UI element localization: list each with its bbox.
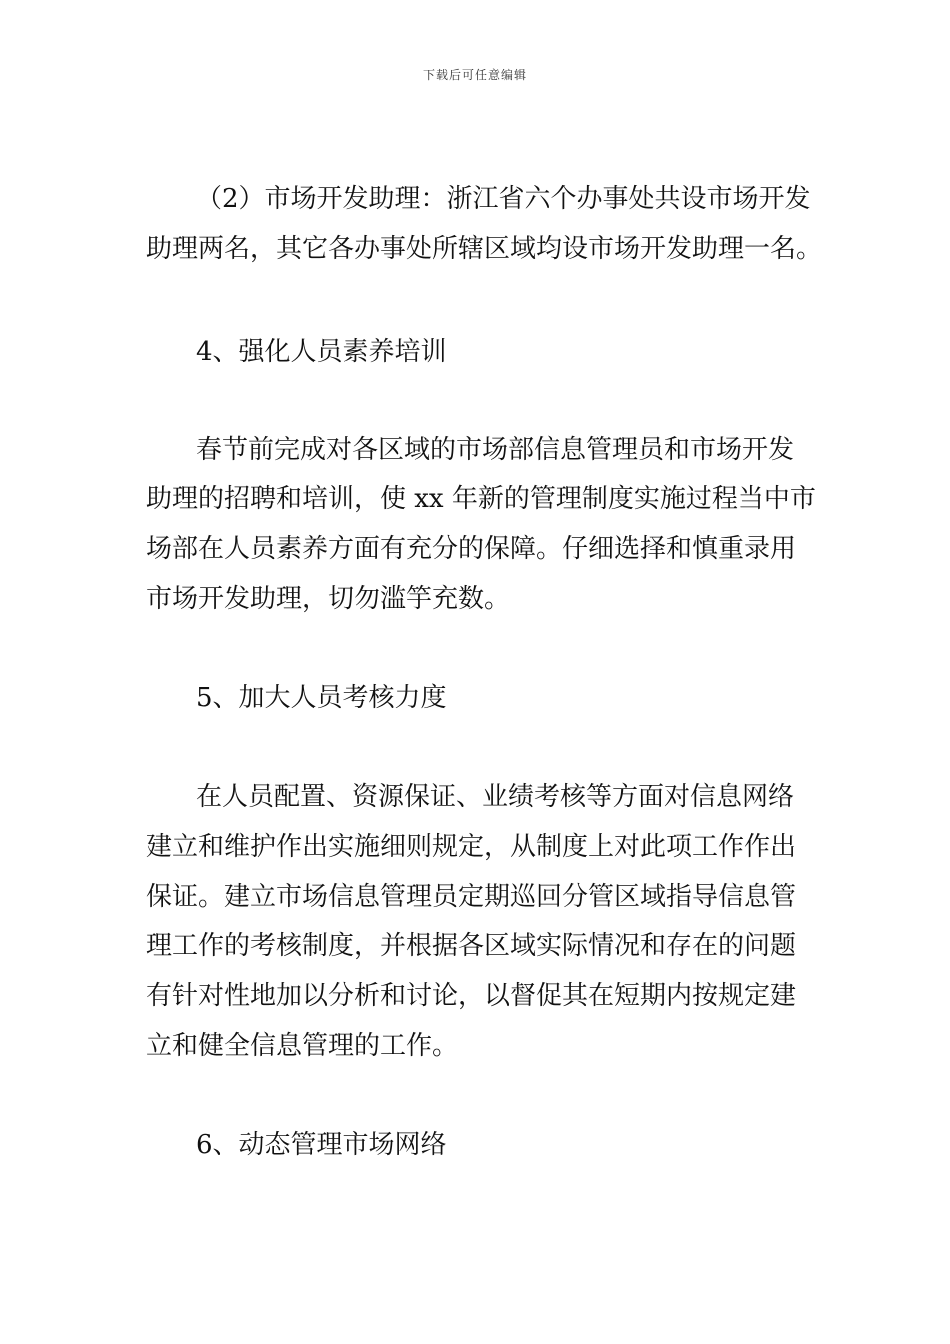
paragraph-line: 助理两名，其它各办事处所辖区域均设市场开发助理一名。 [146,234,823,264]
paragraph-line: 有针对性地加以分析和讨论，以督促其在短期内按规定建 [146,981,797,1011]
paragraph-line: 春节前完成对各区域的市场部信息管理员和市场开发 [196,435,795,465]
paragraph-line: 保证。建立市场信息管理员定期巡回分管区域指导信息管 [146,882,797,912]
paragraph-line: 建立和维护作出实施细则规定，从制度上对此项工作作出 [146,832,797,862]
paragraph-line: 立和健全信息管理的工作。 [146,1031,459,1061]
section-heading: 4、强化人员素养培训 [196,337,447,367]
section-heading: 5、加大人员考核力度 [196,683,447,713]
paragraph-line: 市场开发助理，切勿滥竽充数。 [146,584,511,614]
page-header: 下载后可任意编辑 [422,68,527,82]
paragraph-line: 助理的招聘和培训，使 xx 年新的管理制度实施过程当中市 [146,484,816,514]
paragraph-line: 理工作的考核制度，并根据各区域实际情况和存在的问题 [146,931,797,961]
paragraph-line: 在人员配置、资源保证、业绩考核等方面对信息网络 [196,782,795,812]
paragraph-line: （2）市场开发助理：浙江省六个办事处共设市场开发 [196,184,811,214]
paragraph-line: 场部在人员素养方面有充分的保障。仔细选择和慎重录用 [146,534,797,564]
section-heading: 6、动态管理市场网络 [196,1130,447,1160]
